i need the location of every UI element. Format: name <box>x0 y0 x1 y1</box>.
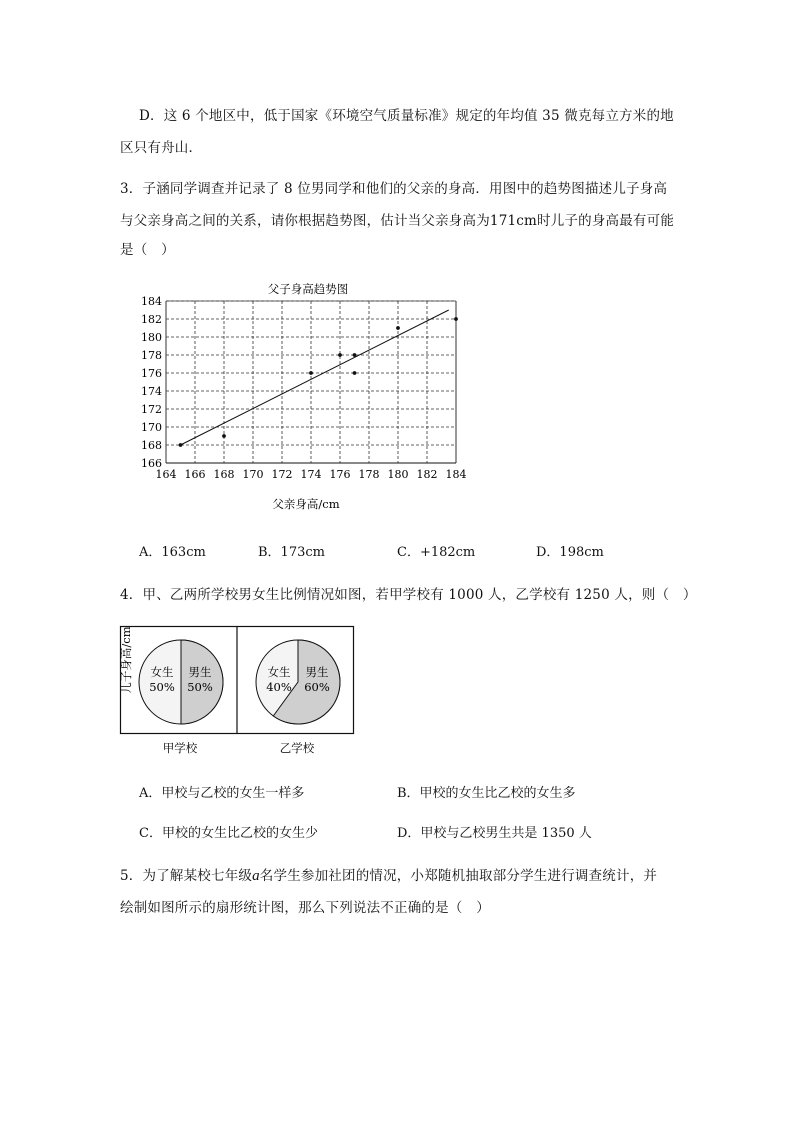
y-tick-label: 172 <box>141 403 162 416</box>
q3-option-c[interactable]: C．+182cm <box>397 545 476 560</box>
x-tick-label: 170 <box>242 468 264 481</box>
data-point <box>179 443 183 447</box>
y-tick-label: 174 <box>141 385 162 398</box>
prev-option-d-line1: D．这 6 个地区中，低于国家《环境空气质量标准》规定的年均值 35 微克每立方米的地 <box>139 108 674 124</box>
y-tick-label: 184 <box>141 295 162 308</box>
y-tick-label: 170 <box>141 421 162 434</box>
q4-option-c[interactable]: C．甲校的女生比乙校的女生少 <box>139 826 318 841</box>
female-percent: 50% <box>149 680 175 694</box>
data-point <box>309 371 313 375</box>
prev-option-d-line2: 区只有舟山． <box>120 140 203 156</box>
q3-text-line2: 与父亲身高之间的关系，请你根据趋势图，估计当父亲身高为171cm时儿子的身高最有可能 <box>120 213 675 229</box>
female-label: 女生 <box>267 665 291 679</box>
trend-line <box>181 310 449 445</box>
chart-title: 父子身高趋势图 <box>267 282 349 296</box>
q5-text-part1: 5．为了解某校七年级 <box>120 868 253 884</box>
q3-text-line3: 是（ ） <box>120 242 175 258</box>
male-percent: 60% <box>304 680 330 694</box>
q3-text-line1: 3．子涵同学调查并记录了 8 位男同学和他们的父亲的身高．用图中的趋势图描述儿子身高 <box>120 181 668 197</box>
pie-chart-2 <box>256 640 340 755</box>
y-axis-label: 儿子身高/cm <box>119 626 133 694</box>
y-tick-label: 182 <box>141 313 162 326</box>
q3-option-a[interactable]: A．163cm <box>139 545 206 560</box>
x-axis-label: 父亲身高/cm <box>272 497 340 511</box>
female-percent: 40% <box>266 680 292 694</box>
q4-option-d[interactable]: D．甲校与乙校男生共是 1350 人 <box>397 826 592 841</box>
q4-option-a[interactable]: A．甲校与乙校的女生一样多 <box>139 786 305 801</box>
y-tick-label: 178 <box>141 349 162 362</box>
y-tick-label: 180 <box>141 331 162 344</box>
male-label: 男生 <box>188 665 212 679</box>
x-tick-label: 174 <box>300 468 322 481</box>
q3-option-d[interactable]: D．198cm <box>536 545 604 560</box>
data-point <box>454 317 458 321</box>
x-tick-label: 168 <box>213 468 235 481</box>
x-tick-label: 172 <box>271 468 293 481</box>
x-tick-label: 184 <box>445 468 467 481</box>
y-tick-label: 168 <box>141 439 162 452</box>
q5-text-part2: 名学生参加社团的情况，小郑随机抽取部分学生进行调查统计，并 <box>259 868 658 884</box>
data-point <box>338 353 342 357</box>
data-point <box>222 434 226 438</box>
q4-text-line1: 4．甲、乙两所学校男女生比例情况如图，若甲学校有 1000 人，乙学校有 1250 人，则（ ） <box>120 587 697 603</box>
x-tick-label: 178 <box>358 468 380 481</box>
q3-option-b[interactable]: B．173cm <box>258 545 325 560</box>
school-label: 甲学校 <box>162 741 198 755</box>
female-label: 女生 <box>150 665 174 679</box>
data-point <box>353 371 357 375</box>
pie-chart-1 <box>139 640 223 755</box>
x-tick-label: 164 <box>155 468 177 481</box>
school-label: 乙学校 <box>279 741 315 755</box>
male-label: 男生 <box>305 665 329 679</box>
data-point <box>396 326 400 330</box>
q5-variable-a: a <box>252 868 260 884</box>
x-tick-label: 176 <box>329 468 351 481</box>
q5-text-line2: 绘制如图所示的扇形统计图，那么下列说法不正确的是（ ） <box>120 900 490 916</box>
x-tick-label: 166 <box>184 468 206 481</box>
y-tick-label: 166 <box>141 457 162 470</box>
q4-option-b[interactable]: B．甲校的女生比乙校的女生多 <box>397 786 576 801</box>
data-point <box>353 353 357 357</box>
y-tick-label: 176 <box>141 367 162 380</box>
x-tick-label: 182 <box>416 468 438 481</box>
male-percent: 50% <box>187 680 213 694</box>
x-tick-label: 180 <box>387 468 409 481</box>
school-gender-pie-charts <box>119 625 359 760</box>
q5-text-line1 <box>120 864 657 885</box>
